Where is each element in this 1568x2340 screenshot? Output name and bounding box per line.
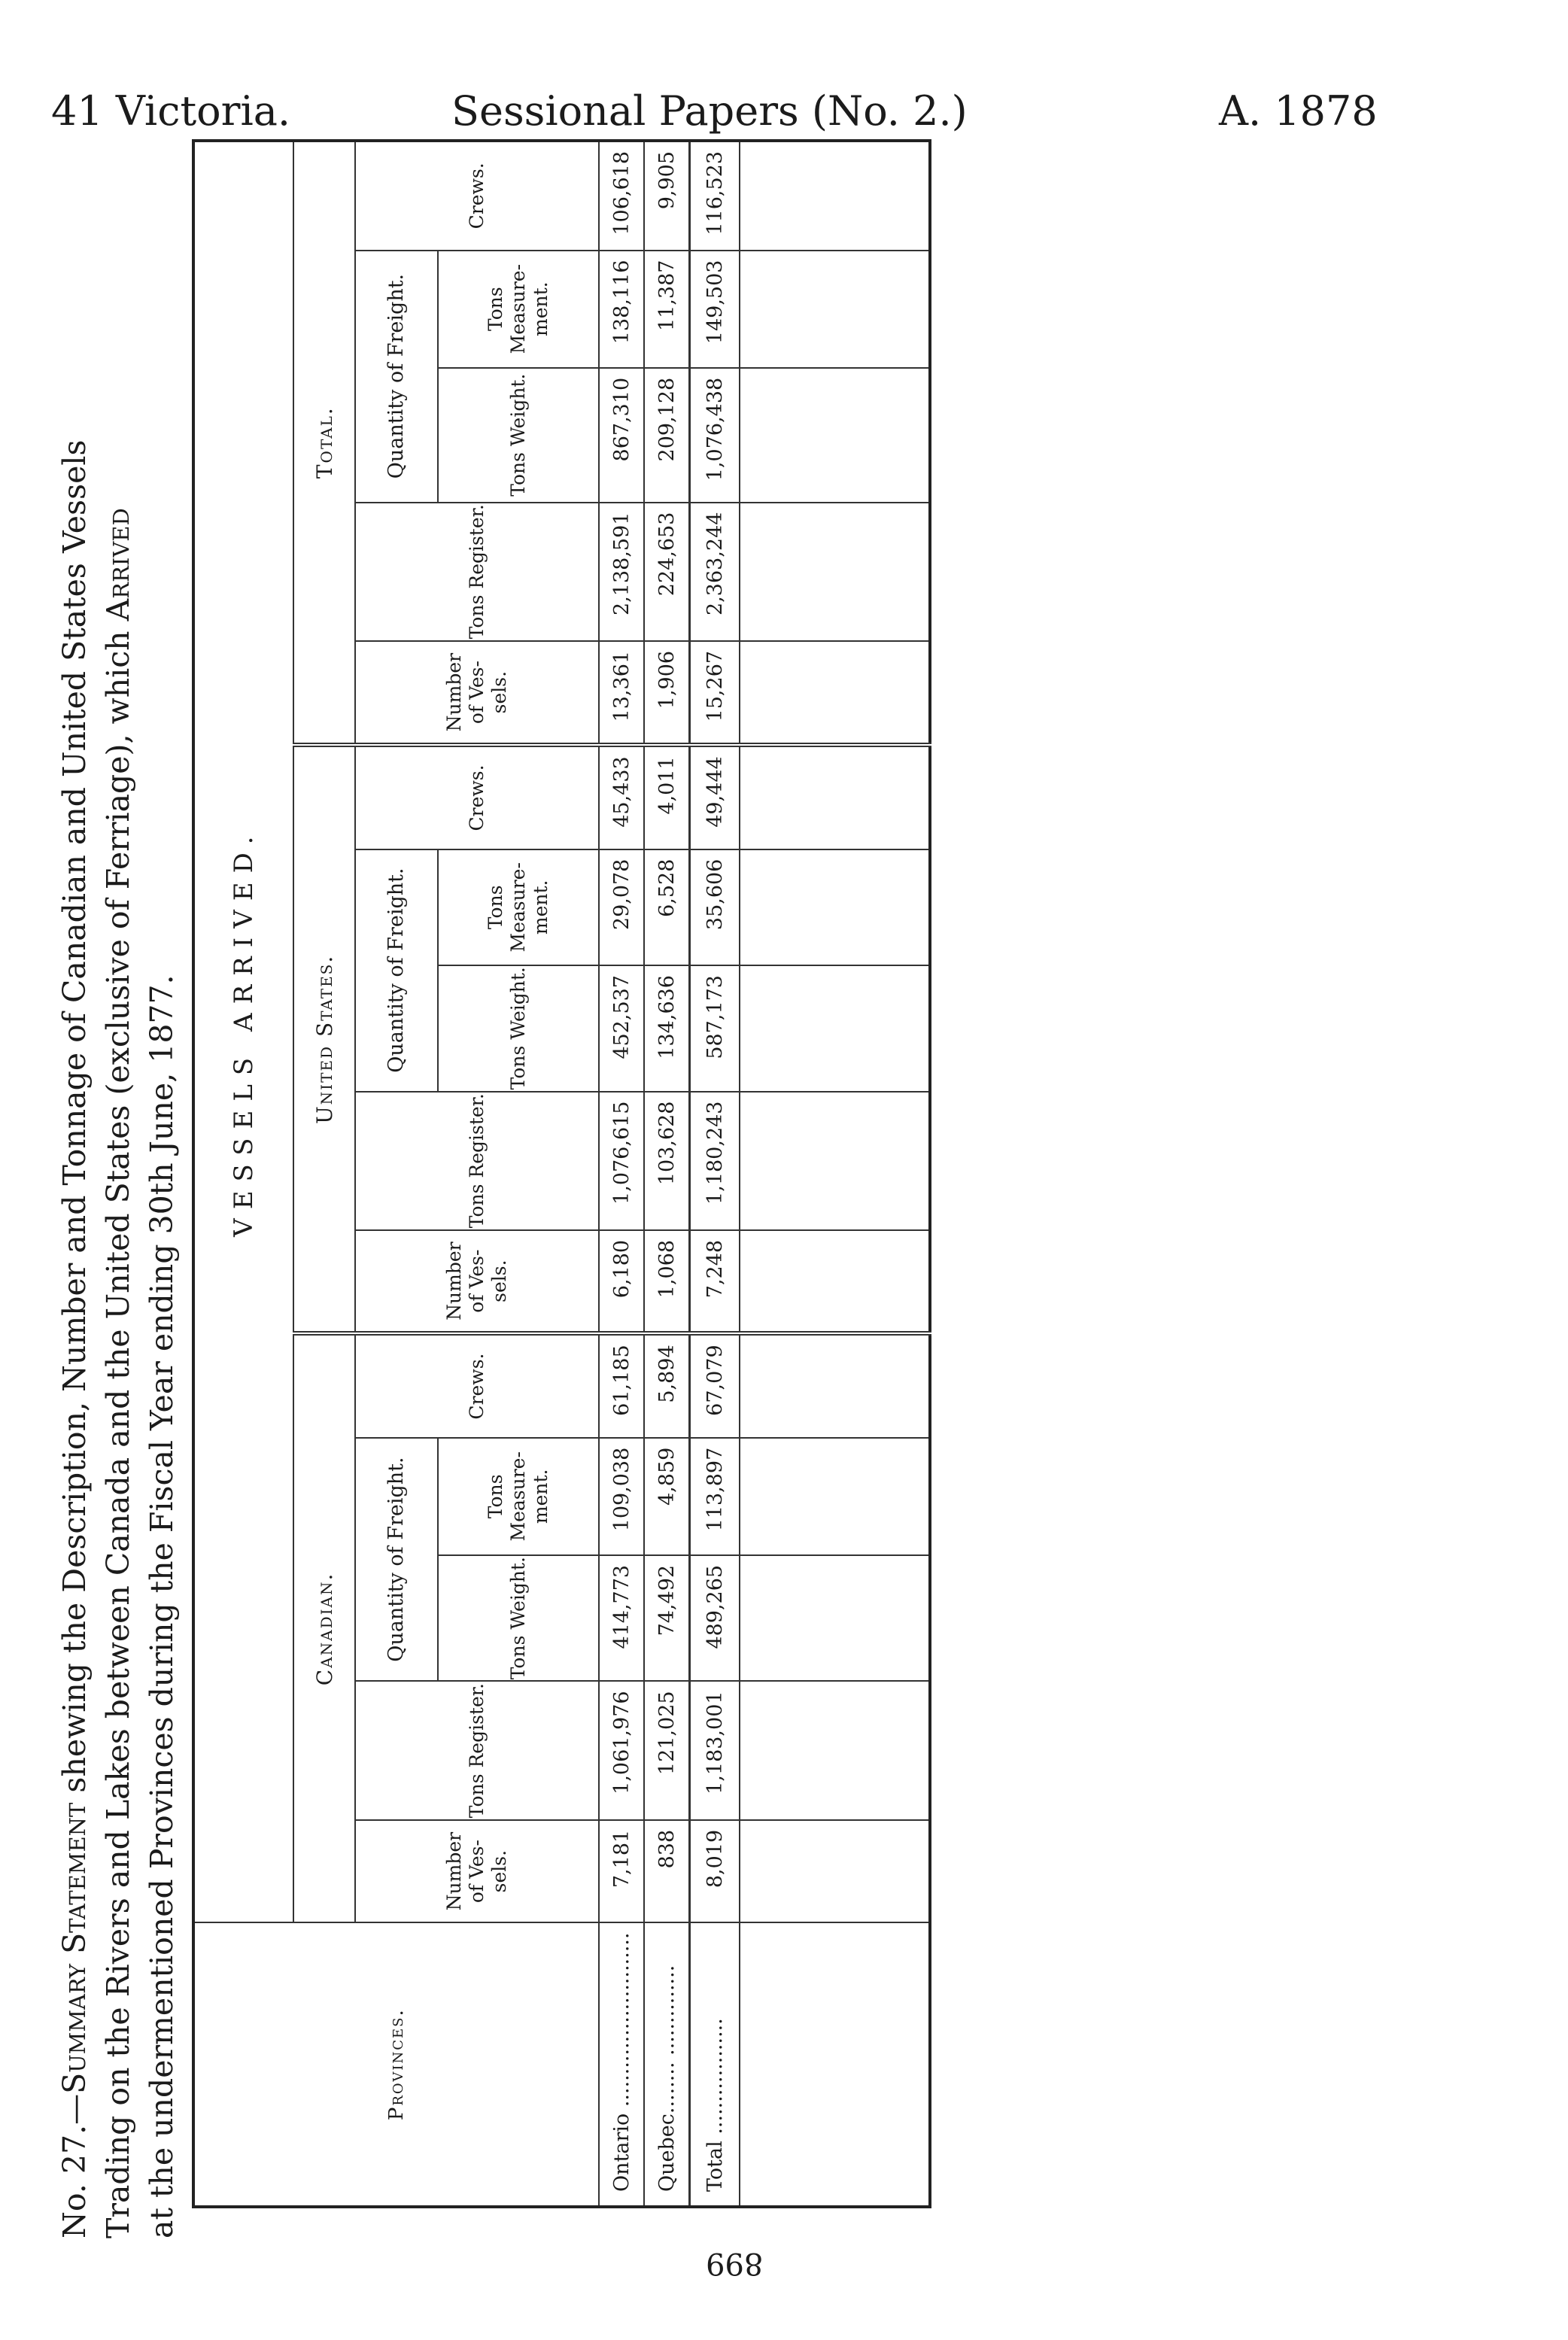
data-cell: 7,248 [690,1230,740,1333]
table-caption [53,139,184,2238]
header-center: Sessional Papers (No. 2.) [451,87,968,135]
data-cell: 61,185 [599,1333,644,1437]
rotated-table-block [53,139,1377,2238]
data-cell: 7,181 [599,1820,644,1923]
data-cell: 116,523 [690,141,740,251]
data-cell: 35,606 [690,849,740,965]
data-cell: 6,528 [644,849,690,965]
data-cell: 1,068 [644,1230,690,1333]
data-cell: 1,076,615 [599,1092,644,1230]
data-cell: 2,138,591 [599,503,644,641]
data-cell: 138,116 [599,251,644,368]
data-cell: 867,310 [599,368,644,503]
data-cell: 1,076,438 [690,368,740,503]
data-cell: 106,618 [599,141,644,251]
data-cell: 13,361 [599,641,644,745]
data-cell: 9,905 [644,141,690,251]
data-cell: 4,011 [644,745,690,849]
data-cell: 209,128 [644,368,690,503]
table-row [599,141,644,2207]
data-cell: 134,636 [644,965,690,1092]
group-total: Total. [293,141,355,745]
total-row [690,141,740,2207]
data-cell: 8,019 [690,1820,740,1923]
col-crews: Crews. [355,745,599,849]
col-tons-register: Tons Register. [355,1092,599,1230]
data-cell: 5,894 [644,1333,690,1437]
col-tons-measurement: Tons Measure- ment. [438,1438,599,1555]
quantity-of-freight-header: Quantity of Freight. [355,1438,438,1682]
caption-number: No. 27.— [56,2093,93,2238]
caption-lead: Summary Statement [56,1802,93,2094]
col-tons-weight: Tons Weight. [438,965,599,1092]
data-cell: 15,267 [690,641,740,745]
data-cell: 4,859 [644,1438,690,1555]
province-cell: Quebec........ .............. [644,1922,690,2207]
data-cell: 1,183,001 [690,1681,740,1819]
col-number-of-vessels: Number of Ves- sels. [355,641,599,745]
province-cell: Ontario ........................... [599,1922,644,2207]
data-cell: 838 [644,1820,690,1923]
header-right: A. 1878 [1219,87,1378,135]
vessels-arrived-table [192,139,931,2208]
data-cell: 2,363,244 [690,503,740,641]
data-cell: 1,180,243 [690,1092,740,1230]
col-tons-weight: Tons Weight. [438,368,599,503]
data-cell: 67,079 [690,1333,740,1437]
data-cell: 74,492 [644,1555,690,1682]
table-blank-area [740,141,930,2207]
quantity-of-freight-header: Quantity of Freight. [355,849,438,1092]
col-crews: Crews. [355,141,599,251]
col-tons-register: Tons Register. [355,503,599,641]
col-tons-measurement: Tons Measure- ment. [438,251,599,368]
header-left: 41 Victoria. [51,87,291,135]
group-canadian: Canadian. [293,1333,355,1922]
caption-arrived: Arrived [100,508,136,621]
caption-line1: shewing the Description, Number and Tonnage of Canadian and United States Vessels [56,439,93,1803]
group-united-states: United States. [293,745,355,1333]
data-cell: 414,773 [599,1555,644,1682]
quantity-of-freight-header: Quantity of Freight. [355,251,438,503]
data-cell: 113,897 [690,1438,740,1555]
data-cell: 103,628 [644,1092,690,1230]
data-cell: 587,173 [690,965,740,1092]
data-cell: 1,061,976 [599,1681,644,1819]
data-cell: 224,653 [644,503,690,641]
data-cell: 121,025 [644,1681,690,1819]
data-cell: 452,537 [599,965,644,1092]
data-cell: 1,906 [644,641,690,745]
data-cell: 29,078 [599,849,644,965]
caption-line2: Trading on the Rivers and Lakes between Canada and the United States (exclusive of Ferriage), which [100,621,136,2238]
vessels-arrived-header: VESSELS ARRIVED. [193,141,293,1922]
province-cell: Total .................. [690,1922,740,2207]
table-row [644,141,690,2207]
col-tons-measurement: Tons Measure- ment. [438,849,599,965]
data-cell: 149,503 [690,251,740,368]
data-cell: 49,444 [690,745,740,849]
data-cell: 45,433 [599,745,644,849]
data-cell: 109,038 [599,1438,644,1555]
provinces-header: Provinces. [193,1922,599,2207]
data-cell: 6,180 [599,1230,644,1333]
data-cell: 11,387 [644,251,690,368]
data-cell: 489,265 [690,1555,740,1682]
col-crews: Crews. [355,1333,599,1437]
col-number-of-vessels: Number of Ves- sels. [355,1230,599,1333]
caption-line3: at the undermentioned Provinces during the Fiscal Year ending 30th June, 1877. [144,974,180,2238]
col-tons-weight: Tons Weight. [438,1555,599,1682]
col-number-of-vessels: Number of Ves- sels. [355,1820,599,1923]
page-number: 899 [706,2246,764,2281]
col-tons-register: Tons Register. [355,1681,599,1819]
